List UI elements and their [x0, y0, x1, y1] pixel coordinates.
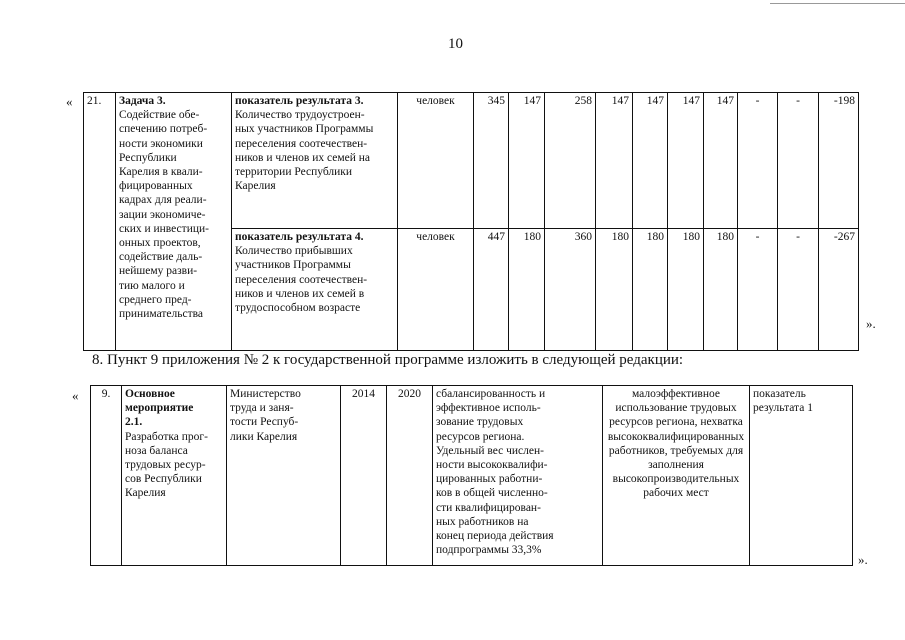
value-cell: 147	[633, 93, 668, 229]
close-quote-1: ».	[866, 316, 876, 331]
value-cell: 147	[704, 93, 738, 229]
start-year-cell: 2014	[341, 386, 387, 566]
indicator-cell	[232, 93, 398, 229]
indicator-title: показатель результата 3.	[235, 95, 364, 107]
indicator-cell	[232, 229, 398, 351]
indicator-title: показатель результата 4.	[235, 231, 364, 243]
value-cell: 147	[668, 93, 704, 229]
expected-result-cell: сбалансированность и эффективное исполь- зование трудовых ресурсов региона. Удельный вес числен- ности высококвалифи- цированных работни- ков в общей численно- сти квалифицирован- ных работников на конец периода действия подпрограммы 33,3%	[433, 386, 603, 566]
value-cell: 180	[633, 229, 668, 351]
end-year-cell: 2020	[387, 386, 433, 566]
value-cell: -	[738, 229, 778, 351]
indicator-text: Количество трудоустроен- ных участников Программы переселения соотечествен- ников и членов их семей на территории Республики Карелия	[235, 109, 374, 193]
table-row	[84, 93, 859, 229]
open-quote-1: «	[66, 94, 73, 109]
open-quote-2: «	[72, 388, 79, 403]
value-cell: 147	[596, 93, 633, 229]
measure-cell	[122, 386, 227, 566]
page-number: 10	[448, 36, 463, 52]
consequences-cell: малоэффективное использование трудовых ресурсов региона, нехватка высококвалифицированных работников, требуемых для заполнения высокопроизводительных рабочих мест	[603, 386, 750, 566]
indicator-text: Количество прибывших участников Программы переселения соотечествен- ников и членов их семей в трудоспособном возрасте	[235, 245, 368, 315]
value-cell: -	[778, 93, 819, 229]
value-cell: 447	[474, 229, 509, 351]
value-cell: 180	[509, 229, 545, 351]
value-cell: -198	[819, 93, 859, 229]
measure-table	[90, 385, 853, 566]
task-title: Задача 3.	[119, 95, 166, 107]
task-cell	[116, 93, 232, 351]
section-heading: 8. Пункт 9 приложения № 2 к государственной программе изложить в следующей редакции:	[92, 352, 684, 368]
value-cell: -	[778, 229, 819, 351]
close-quote-2: ».	[858, 552, 868, 567]
value-cell: 147	[509, 93, 545, 229]
value-cell: 180	[668, 229, 704, 351]
value-cell: 180	[704, 229, 738, 351]
measure-title: Основное мероприятие 2.1.	[125, 388, 194, 429]
task-text: Содействие обе- спечению потреб- ности экономики Республики Карелия в квали- фицированных кадрах для реали- зации экономиче- ских и инвестици- онных проектов, содействие даль- нейшему разви- тию малого и среднего пред- принимательства	[119, 109, 209, 321]
scan-edge-line	[770, 3, 905, 4]
table-row	[91, 386, 853, 566]
row-number-cell: 21.	[84, 93, 116, 351]
value-cell: 258	[545, 93, 596, 229]
measure-text: Разработка прог- ноза баланса трудовых ресур- сов Республики Карелия	[125, 430, 208, 500]
value-cell: -	[738, 93, 778, 229]
value-cell: 360	[545, 229, 596, 351]
value-cell: -267	[819, 229, 859, 351]
row-number-cell: 9.	[91, 386, 122, 566]
unit-cell: человек	[398, 229, 474, 351]
value-cell: 180	[596, 229, 633, 351]
indicator-table	[83, 92, 859, 351]
unit-cell: человек	[398, 93, 474, 229]
related-indicator-cell: показатель результата 1	[750, 386, 853, 566]
executor-cell: Министерство труда и заня- тости Респуб- лики Карелия	[227, 386, 341, 566]
value-cell: 345	[474, 93, 509, 229]
